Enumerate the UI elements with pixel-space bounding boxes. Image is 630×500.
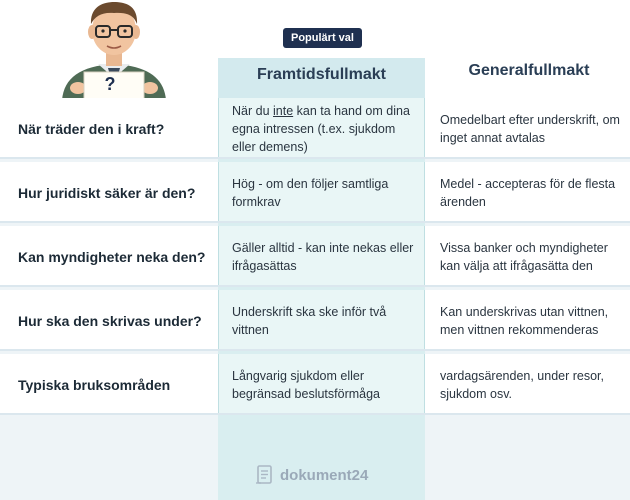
framtidsfullmakt-cell: Gäller alltid - kan inte nekas eller ifrågasättas (232, 240, 414, 273)
sign-question-mark: ? (104, 74, 116, 94)
brand-name: dokument24 (280, 466, 369, 484)
generalfullmakt-cell: Vissa banker och myndigheter kan välja att ifrågasätta den (440, 240, 608, 273)
table-row (0, 162, 630, 223)
cell-text-part: När du (232, 103, 273, 118)
framtidsfullmakt-cell: Underskrift ska ske inför två vittnen (232, 304, 387, 337)
cell-text-emphasis: inte (273, 103, 294, 118)
column-header-generalfullmakt: Generalfullmakt (468, 62, 590, 79)
row-question: Typiska bruksområden (18, 376, 171, 393)
table-row (0, 98, 630, 159)
framtidsfullmakt-cell: Hög - om den följer samtliga formkrav (232, 176, 389, 209)
generalfullmakt-cell: Kan underskrivas utan vittnen, men vittnen rekommenderas (440, 304, 609, 337)
row-question: Kan myndigheter neka den? (18, 248, 206, 265)
document-icon (256, 465, 274, 485)
table-row (0, 354, 630, 415)
cell-text-part: kan ta hand om dina egna intressen (t.ex. sjukdom eller demens) (232, 103, 410, 154)
row-question: Hur juridiskt säker är den? (18, 184, 196, 201)
brand-logo (256, 464, 368, 486)
generalfullmakt-cell: vardagsärenden, under resor, sjukdom osv. (440, 368, 604, 401)
row-question: Hur ska den skrivas under? (18, 312, 202, 329)
generalfullmakt-cell: Omedelbart efter underskrift, om inget annat avtalas (440, 112, 620, 145)
table-row (0, 290, 630, 351)
framtidsfullmakt-cell: Långvarig sjukdom eller begränsad beslutsförmåga (232, 368, 381, 401)
framtidsfullmakt-cell (232, 98, 417, 159)
table-row (0, 226, 630, 287)
row-question: När träder den i kraft? (18, 120, 165, 137)
generalfullmakt-cell: Medel - accepteras för de flesta ärenden (440, 176, 616, 209)
popular-choice-badge: Populärt val (283, 28, 362, 48)
column-header-framtidsfullmakt: Framtidsfullmakt (257, 66, 386, 83)
